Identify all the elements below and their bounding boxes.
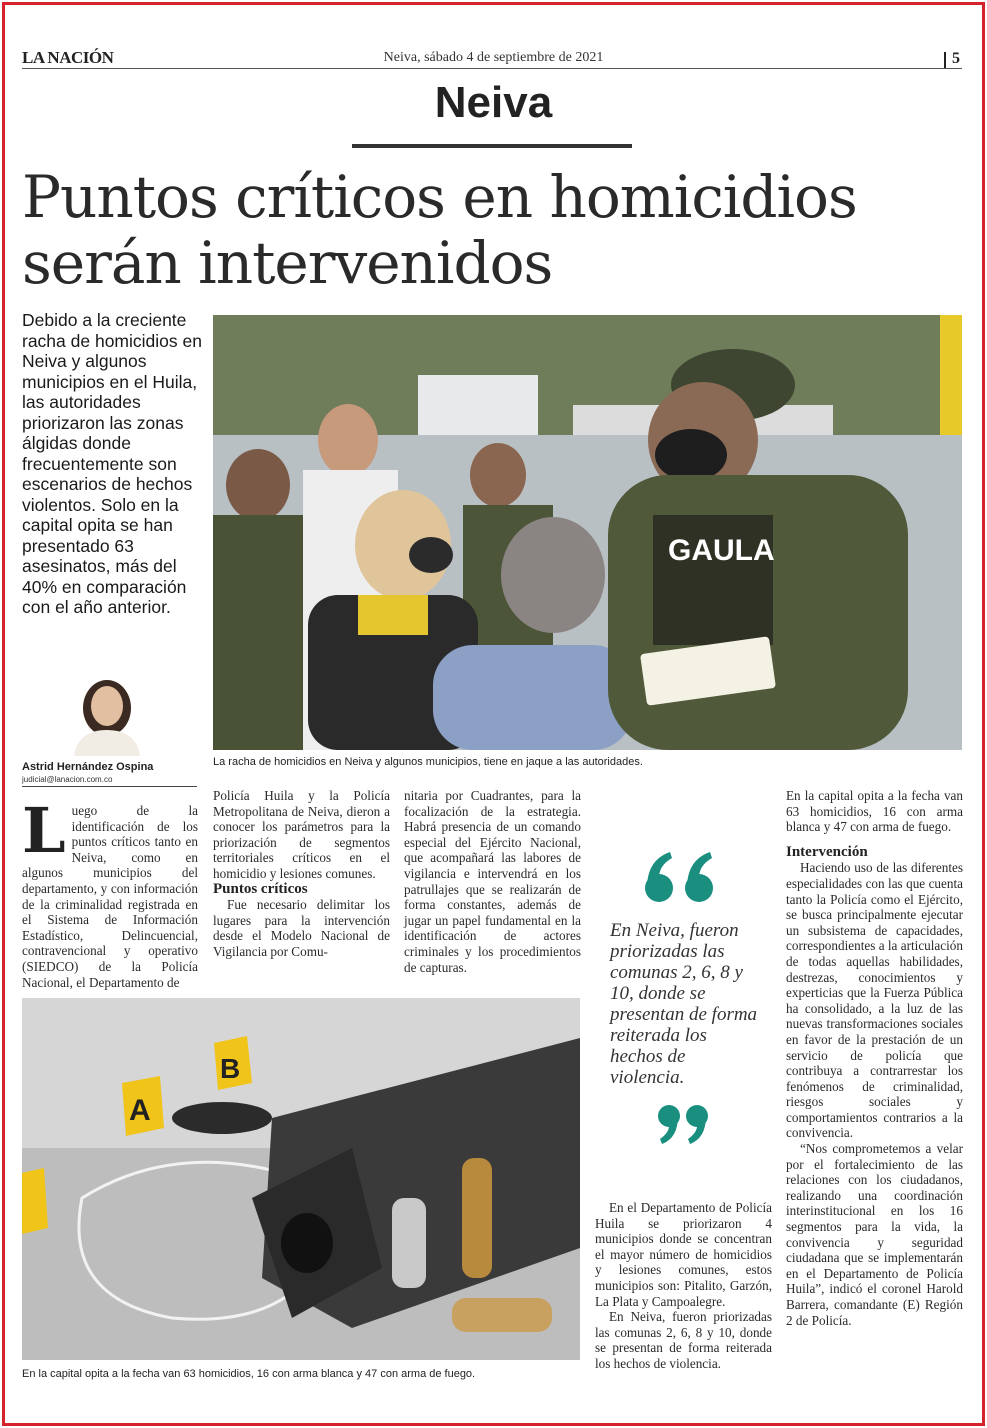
column-6-paragraph-2: Haciendo uso de las diferentes especialidades con las que cuenta tanto la Policía como el Ejército, se busca principalmente ejecutar un subsistema de capacidades, correspondientes a la articulación de todas aquellas habilidades, destrezas, conocimientos y experticias que la Fuerza Pública ha consolidado, a la luz de las nuevas transformaciones sociales en favor de la prestación de un servicio de policía que contribuya a contrarrestar los fenómenos de criminalidad, riesgos sociales y comportamientos contrarios a la convivencia. xyxy=(786,860,963,1141)
column-3-text: nitaria por Cuadrantes, para la focalización de la estrategia. Habrá presencia de un comando especial del Ejército Nacional, que acompañará las labores de vigilancia e intervendrá en los patrullajes que se realizarán de forma constantes, además de jugar un papel fundamental en la identificación de actores criminales y los procedimientos de capturas. xyxy=(404,788,581,975)
main-photo xyxy=(213,315,962,750)
page-number: 5 xyxy=(944,50,960,68)
column-6-paragraph-1: En la capital opita a la fecha van 63 homicidios, 16 con arma blanca y 47 con arma de fuego. xyxy=(786,788,963,835)
body-column-6 xyxy=(786,788,963,1328)
author-email[interactable]: judicial@lanacion.com.co xyxy=(22,775,113,784)
marker-b-label: B xyxy=(220,1053,241,1084)
headline-line-1: Puntos críticos en homicidios xyxy=(22,163,857,231)
crime-scene-photo xyxy=(22,998,580,1360)
column-5-paragraph-1: En el Departamento de Policía Huila se priorizaron 4 municipios donde se concentran el mayor número de homicidios y lesiones comunes, estos municipios son: Pitalito, Garzón, La Plata y Campoalegre. xyxy=(595,1200,772,1309)
subhead-intervencion: Intervención xyxy=(786,843,868,860)
column-2-text: Policía Huila y la Policía Metropolitana de Neiva, dieron a conocer los parámetros para la priorización de segmentos territoriales críticos en el homicidio y lesiones comunes. xyxy=(213,788,390,881)
police-scene-image xyxy=(213,315,962,750)
author-name: Astrid Hernández Ospina xyxy=(22,761,154,773)
marker-a-label: A xyxy=(129,1094,151,1127)
section-underline xyxy=(352,144,632,148)
body-column-3 xyxy=(404,788,581,975)
crime-scene-image xyxy=(22,998,580,1360)
drop-cap: L xyxy=(22,794,66,867)
headline-line-2: serán intervenidos xyxy=(22,229,553,297)
column-2-text-2: Fue necesario delimitar los lugares para la intervención desde el Modelo Nacional de Vigilancia por Comu- xyxy=(213,897,390,959)
author-avatar xyxy=(66,668,148,756)
subhead-puntos-criticos: Puntos críticos xyxy=(213,880,308,897)
column-5-paragraph-2: En Neiva, fueron priorizadas las comunas 2, 6, 8 y 10, donde se presentan de forma reiterada los hechos de violencia. xyxy=(595,1309,772,1371)
body-column-1 xyxy=(22,794,198,990)
pull-quote: En Neiva, fueron priorizadas las comunas 2, 6, 8 y 10, donde se presentan de forma reiterada los hechos de violencia. xyxy=(610,920,758,1088)
author-rule xyxy=(22,786,197,787)
column-1-text: uego de la identificación de los puntos críticos tanto en Neiva, como en algunos municipios del departamento, y con información de la criminalidad registrada en el Sistema de Información Estadístico, Delincuencial, contravencional y operativo (SIEDCO) de la Policía Nacional, el Departamento de xyxy=(22,803,198,990)
column-6-paragraph-3: “Nos comprometemos a velar por el fortalecimiento de las relaciones con los ciudadanos, realizando una coordinación interinstitucional en los 16 segmentos para la vida, la convivencia y seguridad ciudadana que se implementarán en el Departamento de Policía Huila”, indicó el coronel Harold Barrera, comandante (E) Región 2 de Policía. xyxy=(786,1141,963,1328)
photo2-caption: En la capital opita a la fecha van 63 homicidios, 16 con arma blanca y 47 con arma de fuego. xyxy=(22,1368,476,1380)
photo1-caption: La racha de homicidios en Neiva y algunos municipios, tiene en jaque a las autoridades. xyxy=(213,756,643,768)
body-column-2 xyxy=(213,788,390,960)
body-column-5 xyxy=(595,1200,772,1372)
section-title: Neiva xyxy=(434,78,553,127)
header-rule xyxy=(22,68,962,69)
open-quote-icon xyxy=(642,848,722,913)
masthead-logo: LA NACIÓN xyxy=(22,48,114,67)
headline xyxy=(22,164,972,296)
close-quote-icon xyxy=(656,1102,712,1153)
dateline: Neiva, sábado 4 de septiembre de 2021 xyxy=(383,50,604,65)
lead-paragraph: Debido a la creciente racha de homicidios en Neiva y algunos municipios en el Huila, las autoridades priorizaron las zonas álgidas donde frecuentemente son escenarios de hechos violentos. Solo en la capital opita se han presentado 63 asesinatos, más del 40% en comparación con el año anterior. xyxy=(22,310,202,617)
gaula-vest-text: GAULA xyxy=(668,534,775,567)
